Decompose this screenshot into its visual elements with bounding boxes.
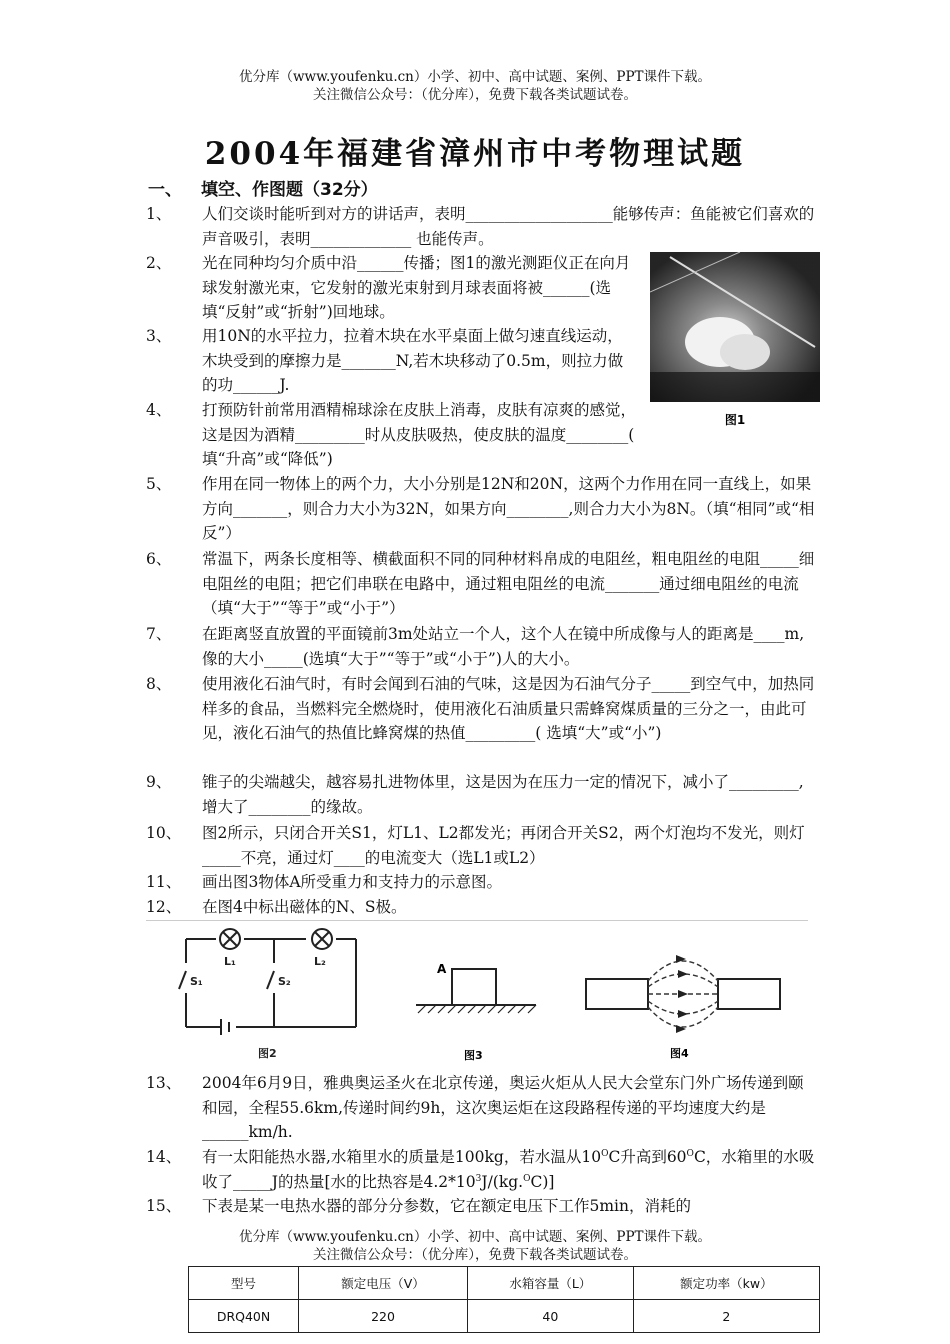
- figures-row: [146, 920, 808, 1069]
- question-text: 在距离竖直放置的平面镜前3m处站立一个人，这个人在镜中所成像与人的距离是____m,像的大小_____(选填“大于”“等于”或“小于”)人的大小。: [202, 625, 805, 668]
- circuit-diagram: [146, 921, 808, 1069]
- question-text: 锥子的尖端越尖，越容易扎进物体里，这是因为在压力一定的情况下，减小了_________,增大了________的缘故。: [202, 773, 804, 816]
- table-cell: 40: [467, 1300, 633, 1333]
- question-number: 15、: [146, 1197, 182, 1215]
- question-number: 6、: [146, 550, 172, 568]
- question-text: 有一太阳能热水器,水箱里水的质量是100kg，若水温从$10^OC$升高到$60^OC$，水箱里的水吸收了_____J的热量[水的比热容是$4.2*10^3J/(kg.^OC)$]: [202, 1148, 815, 1191]
- question-number: 1、: [146, 205, 172, 223]
- question-number: 14、: [146, 1148, 182, 1166]
- question-6: [146, 547, 816, 621]
- question-text: 常温下，两条长度相等、横截面积不同的同种材料帛成的电阻丝，粗电阻丝的电阻_____细电阻丝的电阻；把它们串联在电路中，通过粗电阻丝的电流_______通过细电阻丝的电流（填“大于”“等于”或“小于”）: [202, 550, 815, 617]
- footer-line-1: 优分库（www.youfenku.cn）小学、初中、高中试题、案例、PPT课件下载。: [238, 1229, 712, 1245]
- section-label: 填空、作图题（32分）: [201, 180, 378, 200]
- table-cell: 2: [633, 1300, 819, 1333]
- question-number: 10、: [146, 824, 182, 842]
- lamp-l2-icon: [312, 929, 332, 949]
- figure-1: [650, 252, 820, 430]
- question-5: [146, 472, 816, 546]
- question-9: [146, 770, 816, 819]
- header-line-2: 关注微信公众号：（优分库），免费下载各类试题试卷。: [313, 87, 637, 103]
- figure-2-caption: 图2: [258, 1047, 277, 1060]
- header-line-1: 优分库（www.youfenku.cn）小学、初中、高中试题、案例、PPT课件下载。: [238, 69, 712, 85]
- table-header-cell: 型号: [189, 1267, 299, 1300]
- block-on-surface: [416, 962, 536, 1062]
- question-number: 7、: [146, 625, 172, 643]
- question-11: [146, 870, 816, 895]
- footer-line-2: 关注微信公众号：（优分库），免费下载各类试题试卷。: [313, 1247, 637, 1263]
- question-number: 12、: [146, 898, 182, 916]
- figure-4-caption: 图4: [670, 1047, 689, 1060]
- question-3: [146, 324, 636, 398]
- section-number: 一、: [148, 180, 182, 200]
- question-13: [146, 1071, 816, 1145]
- table-row: [189, 1300, 820, 1333]
- question-2: [146, 251, 636, 325]
- question-text: 光在同种均匀介质中沿______传播；图1的激光测距仪正在向月球发射激光束，它发射的激光束射到月球表面将被______(选填“反射”或“折射”)回地球。: [202, 254, 631, 321]
- label-l1: L₁: [224, 955, 236, 968]
- question-number: 3、: [146, 327, 172, 345]
- question-8: [146, 672, 816, 746]
- magnet-field-diagram: [586, 955, 780, 1060]
- parameter-table: [188, 1266, 820, 1333]
- question-text: 画出图3物体A所受重力和支持力的示意图。: [202, 873, 503, 891]
- table-header-cell: 额定电压（V）: [299, 1267, 468, 1300]
- table-cell: DRQ40N: [189, 1300, 299, 1333]
- section-heading: [148, 175, 378, 200]
- page-title: 2004年福建省漳州市中考物理试题: [204, 136, 746, 172]
- question-text: 使用液化石油气时，有时会闻到石油的气味，这是因为石油气分子_____到空气中，加热同样多的食品，当燃料完全燃烧时，使用液化石油质量只需蜂窝煤质量的三分之一，由此可见，液化石油气的热值比蜂窝煤的热值_________( 选填“大”或“小”): [202, 675, 815, 742]
- question-text: 下表是某一电热水器的部分分参数，它在额定电压下工作5min，消耗的: [202, 1197, 692, 1215]
- question-12: [146, 895, 816, 920]
- table-cell: 220: [299, 1300, 468, 1333]
- question-number: 13、: [146, 1074, 182, 1092]
- question-text: 图2所示，只闭合开关S1，灯L1、L2都发光；再闭合开关S2，两个灯泡均不发光，则灯_____不亮，通过灯____的电流变大（选L1或L2）: [202, 824, 805, 867]
- lamp-l1-icon: [220, 929, 240, 949]
- question-7: [146, 622, 816, 671]
- label-s2: S₂: [278, 975, 291, 988]
- question-text: 在图4中标出磁体的N、S极。: [202, 898, 407, 916]
- question-text: 作用在同一物体上的两个力，大小分别是12N和20N，这两个力作用在同一直线上，如果方向_______，则合力大小为32N，如果方向________,则合力大小为8N。（填“相同”或“相反”）: [202, 475, 815, 542]
- figure-1-caption: 图1: [724, 413, 746, 427]
- question-number: 4、: [146, 401, 172, 419]
- label-l2: L₂: [314, 955, 326, 968]
- figure-3-caption: 图3: [464, 1049, 483, 1062]
- label-s1: S₁: [190, 975, 203, 988]
- question-15: [146, 1194, 816, 1219]
- question-10: [146, 821, 816, 870]
- question-text: 打预防针前常用酒精棉球涂在皮肤上消毒，皮肤有凉爽的感觉，这是因为酒精_________时从皮肤吸热，使皮肤的温度________( 填“升高”或“降低”): [202, 401, 640, 468]
- laser-photo-image: [650, 252, 820, 430]
- question-1: [146, 202, 816, 251]
- question-14: [146, 1145, 816, 1194]
- block-label-a: A: [437, 962, 447, 976]
- question-number: 9、: [146, 773, 172, 791]
- question-number: 8、: [146, 675, 172, 693]
- question-text: 2004年6月9日，雅典奥运圣火在北京传递，奥运火炬从人民大会堂东门外广场传递到颐和园，全程55.6km,传递时间约9h，这次奥运炬在这段路程传递的平均速度大约是______km/h.: [202, 1074, 804, 1141]
- question-number: 2、: [146, 254, 172, 272]
- table-header-cell: 水箱容量（L）: [467, 1267, 633, 1300]
- question-number: 11、: [146, 873, 182, 891]
- question-text: 用10N的水平拉力，拉着木块在水平桌面上做匀速直线运动，木块受到的摩擦力是_______N,若木块移动了0.5m，则拉力做的功______J.: [202, 327, 624, 394]
- question-text: 人们交谈时能听到对方的讲话声，表明___________________能够传声：鱼能被它们喜欢的声音吸引，表明_____________ 也能传声。: [202, 205, 815, 248]
- question-number: 5、: [146, 475, 172, 493]
- table-header-cell: 额定功率（kw）: [633, 1267, 819, 1300]
- question-4: [146, 398, 640, 472]
- table-header-row: [189, 1267, 820, 1300]
